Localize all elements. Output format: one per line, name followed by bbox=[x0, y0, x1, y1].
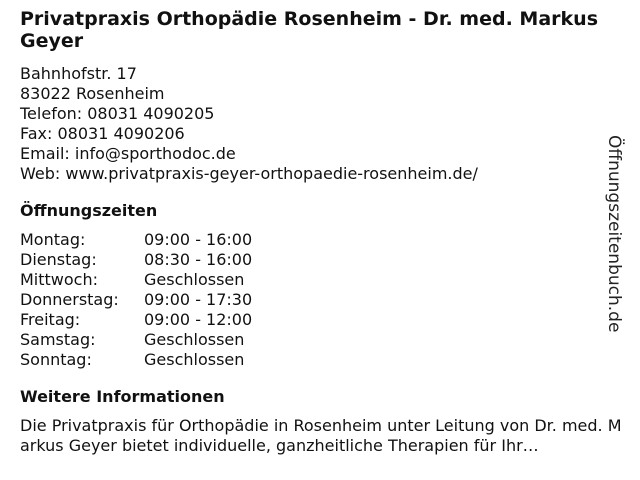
address-block bbox=[20, 64, 632, 184]
address-fax: Fax: 08031 4090206 bbox=[20, 124, 185, 143]
hours-time: 09:00 - 17:30 bbox=[144, 290, 253, 309]
opening-hours-table bbox=[20, 230, 632, 370]
address-city: 83022 Rosenheim bbox=[20, 84, 165, 103]
hours-time: Geschlossen bbox=[144, 270, 245, 289]
practice-title: Privatpraxis Orthopädie Rosenheim - Dr. med. Markus Geyer bbox=[20, 8, 598, 52]
opening-hours-heading: Öffnungszeiten bbox=[20, 201, 158, 220]
hours-row-monday bbox=[20, 230, 632, 250]
hours-row-sunday bbox=[20, 350, 632, 370]
address-phone: Telefon: 08031 4090205 bbox=[20, 104, 215, 123]
address-street: Bahnhofstr. 17 bbox=[20, 64, 137, 83]
practice-description: Die Privatpraxis für Orthopädie in Rosenheim unter Leitung von Dr. med. Markus Geyer bietet individuelle, ganzheitliche Therapien für Ihr… bbox=[20, 416, 622, 455]
practice-card bbox=[20, 8, 632, 456]
hours-day: Dienstag: bbox=[20, 250, 97, 269]
hours-time: 09:00 - 16:00 bbox=[144, 230, 253, 249]
site-watermark: Öffnungszeitenbuch.de bbox=[604, 135, 624, 333]
hours-day: Donnerstag: bbox=[20, 290, 119, 309]
address-email: Email: info@sporthodoc.de bbox=[20, 144, 236, 163]
hours-row-wednesday bbox=[20, 270, 632, 290]
address-web: Web: www.privatpraxis-geyer-orthopaedie-rosenheim.de/ bbox=[20, 164, 478, 183]
more-info-heading: Weitere Informationen bbox=[20, 387, 225, 406]
hours-time: 09:00 - 12:00 bbox=[144, 310, 253, 329]
hours-time: 08:30 - 16:00 bbox=[144, 250, 253, 269]
hours-day: Samstag: bbox=[20, 330, 96, 349]
hours-day: Montag: bbox=[20, 230, 86, 249]
hours-day: Sonntag: bbox=[20, 350, 92, 369]
hours-row-thursday bbox=[20, 290, 632, 310]
hours-row-saturday bbox=[20, 330, 632, 350]
hours-day: Mittwoch: bbox=[20, 270, 98, 289]
hours-time: Geschlossen bbox=[144, 350, 245, 369]
hours-day: Freitag: bbox=[20, 310, 81, 329]
hours-row-friday bbox=[20, 310, 632, 330]
hours-time: Geschlossen bbox=[144, 330, 245, 349]
hours-row-tuesday bbox=[20, 250, 632, 270]
